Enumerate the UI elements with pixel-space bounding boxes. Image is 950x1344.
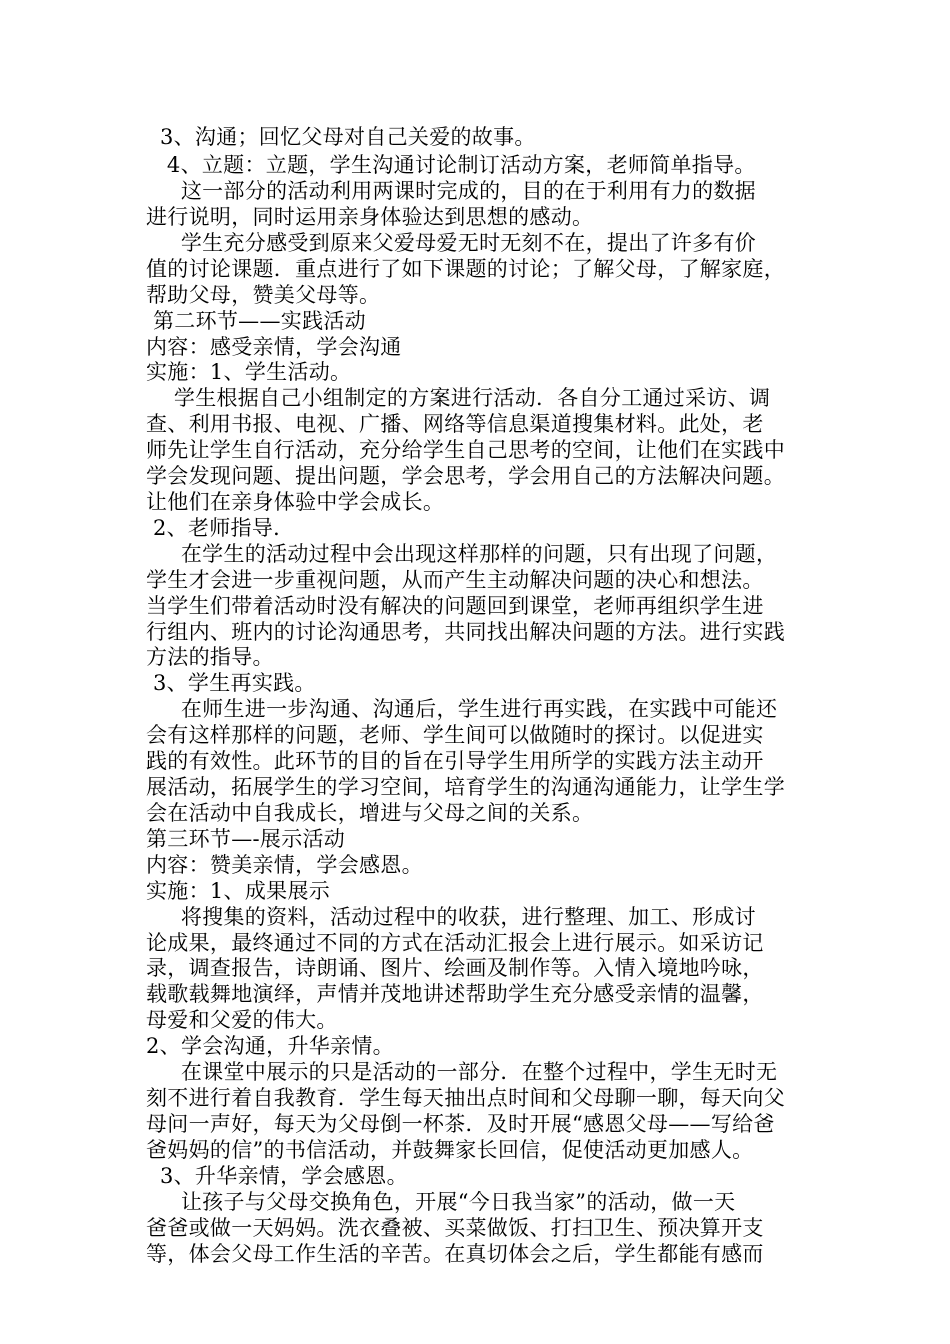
text-line: 2、学会沟通，升华亲情。: [146, 1034, 394, 1058]
text-line: 在学生的活动过程中会出现这样那样的问题，只有出现了问题，: [146, 542, 778, 566]
section-heading: 第三环节—-展示活动: [146, 827, 346, 851]
text-line: 会有这样那样的问题，老师、学生间可以做随时的探讨。以促进实: [146, 723, 764, 747]
text-line: 母问一声好，每天为父母倒一杯茶．及时开展“感恩父母——写给爸: [146, 1112, 775, 1136]
text-line: 当学生们带着活动时没有解决的问题回到课堂，老师再组织学生进: [146, 594, 764, 618]
text-line: 进行说明，同时运用亲身体验达到思想的感动。: [146, 205, 594, 229]
text-line: 这一部分的活动利用两课时完成的，目的在于利用有力的数据: [146, 179, 756, 203]
text-line: 学会发现问题、提出问题，学会思考，学会用自己的方法解决问题。: [146, 464, 785, 488]
text-line: 会在活动中自我成长，增进与父母之间的关系。: [146, 801, 594, 825]
text-line: 践的有效性。此环节的目的旨在引导学生用所学的实践方法主动开: [146, 749, 764, 773]
text-line: 4、立题：立题，学生沟通讨论制订活动方案，老师简单指导。: [146, 153, 756, 177]
text-line: 让他们在亲身体验中学会成长。: [146, 490, 445, 514]
text-line: 等，体会父母工作生活的辛苦。在真切体会之后，学生都能有感而: [146, 1242, 764, 1266]
text-line: 学生充分感受到原来父爱母爱无时无刻不在，提出了许多有价: [146, 231, 756, 255]
text-line: 值的讨论课题．重点进行了如下课题的讨论；了解父母，了解家庭，: [146, 257, 785, 281]
text-line: 方法的指导。: [146, 645, 274, 669]
text-line: 展活动，拓展学生的学习空间，培育学生的沟通沟通能力，让学生学: [146, 775, 785, 799]
text-line: 3、升华亲情，学会感恩。: [146, 1164, 408, 1188]
text-line: 查、利用书报、电视、广播、网络等信息渠道搜集材料。此处，老: [146, 412, 764, 436]
text-line: 论成果，最终通过不同的方式在活动汇报会上进行展示。如采访记: [146, 931, 764, 955]
text-line: 爸爸或做一天妈妈。洗衣叠被、买菜做饭、打扫卫生、预决算开支: [146, 1216, 764, 1240]
text-line: 将搜集的资料，活动过程中的收获，进行整理、加工、形成讨: [146, 905, 756, 929]
text-line: 学生才会进一步重视问题，从而产生主动解决问题的决心和想法。: [146, 568, 764, 592]
section-heading: 第二环节——实践活动: [146, 309, 366, 333]
text-line: 刻不进行着自我教育．学生每天抽出点时间和父母聊一聊，每天向父: [146, 1086, 785, 1110]
text-line: 师先让学生自行活动，充分给学生自己思考的空间，让他们在实践中: [146, 438, 785, 462]
text-line: 录，调查报告，诗朗诵、图片、绘画及制作等。入情入境地吟咏，: [146, 956, 764, 980]
text-line: 内容：赞美亲情，学会感恩。: [146, 853, 423, 877]
text-line: 在课堂中展示的只是活动的一部分．在整个过程中，学生无时无: [146, 1060, 778, 1084]
text-line: 在师生进一步沟通、沟通后，学生进行再实践，在实践中可能还: [146, 697, 778, 721]
text-line: 实施：1、成果展示: [146, 879, 331, 903]
text-line: 帮助父母，赞美父母等。: [146, 283, 381, 307]
text-line: 2、老师指导．: [146, 516, 295, 540]
text-line: 内容：感受亲情，学会沟通: [146, 335, 402, 359]
text-line: 爸妈妈的信”的书信活动，并鼓舞家长回信，促使活动更加感人。: [146, 1138, 754, 1162]
text-line: 母爱和父爱的伟大。: [146, 1008, 338, 1032]
text-line: 载歌载舞地演绎，声情并茂地讲述帮助学生充分感受亲情的温馨，: [146, 982, 764, 1006]
text-line: 3、学生再实践。: [146, 671, 316, 695]
text-line: 让孩子与父母交换角色，开展“今日我当家”的活动，做一天: [146, 1190, 736, 1214]
text-line: 3、沟通；回忆父母对自己关爱的故事。: [146, 125, 536, 149]
text-line: 实施：1、学生活动。: [146, 360, 352, 384]
text-line: 行组内、班内的讨论沟通思考，共同找出解决问题的方法。进行实践: [146, 620, 785, 644]
text-line: 学生根据自己小组制定的方案进行活动．各自分工通过采访、调: [146, 386, 771, 410]
